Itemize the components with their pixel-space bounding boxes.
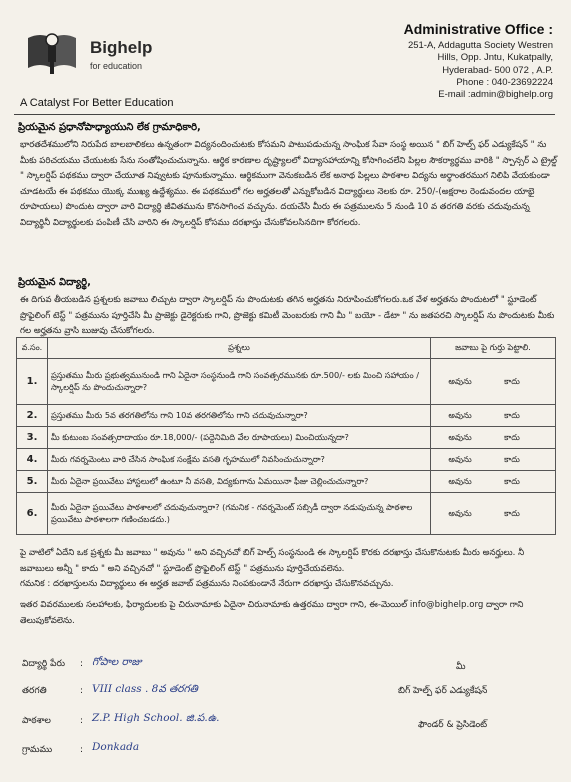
answer-yes-option[interactable]: అవును: [448, 507, 472, 518]
question-text: మీరు ఏదైనా ప్రయివేటు పాఠశాలలో చదువుచున్నారా? (గమనిక - గవర్నమెంట్ సబ్సిడీ ద్వారా నడుపుచున్న పాఠశాల ప్రయివేటు పాఠశాలగా గణించబడదు.): [48, 493, 431, 535]
colon-separator: :: [80, 745, 84, 755]
table-row: [17, 427, 556, 449]
colon-separator: :: [80, 659, 84, 669]
col-question-header: ప్రశ్నలు: [48, 338, 431, 359]
answer-no-option[interactable]: కాదు: [504, 409, 520, 420]
signature-organization: బిగ్ హెల్ప్ ఫర్ ఎడ్యుకేషన్: [398, 686, 488, 696]
answer-no-option[interactable]: కాదు: [504, 507, 520, 518]
header-divider: [14, 114, 555, 115]
answer-yes-option[interactable]: అవును: [448, 431, 472, 442]
question-text: మీ కుటుంబ సంవత్సరాదాయం రూ.18,000/- (పద్దెనిమిది వేల రూపాయలు) మించియున్నదా?: [48, 427, 431, 449]
colon-separator: :: [80, 686, 84, 696]
table-row: [17, 471, 556, 493]
signature-prefix: మీ: [456, 662, 466, 672]
signature-role: ఫౌండర్ & ప్రెసిడెంట్: [418, 720, 488, 730]
answer-no-option[interactable]: కాదు: [504, 375, 520, 386]
answer-cell: [431, 427, 556, 449]
brand-name: Bighelp: [90, 38, 153, 57]
answer-yes-option[interactable]: అవును: [448, 475, 472, 486]
answer-yes-option[interactable]: అవును: [448, 375, 472, 386]
question-text: మీరు ఏదైనా ప్రయివేటు హాస్టలులో ఉంటూ నీ వసతి, విద్యకుగాను ఏమయినా ఫీజు చెల్లించుచున్నారా?: [48, 471, 431, 493]
answer-cell: [431, 405, 556, 427]
question-text: మీరు గవర్నమెంటు వారి చేసిన సాంఘిక సంక్షేమ వసతి గృహములో నివసించుచున్నారా?: [48, 449, 431, 471]
answer-no-option[interactable]: కాదు: [504, 431, 520, 442]
answer-cell: [431, 359, 556, 405]
class-value[interactable]: VIII class . 8వ తరగతి: [92, 683, 198, 695]
office-line: 251-A, Addagutta Society Westren: [407, 40, 553, 51]
village-label: గ్రామము: [22, 745, 53, 755]
col-sn-header: వ.సం.: [17, 338, 48, 359]
village-value[interactable]: Donkada: [92, 741, 140, 753]
answer-yes-option[interactable]: అవును: [448, 409, 472, 420]
student-name-label: విద్యార్థి పేరు: [22, 659, 65, 669]
table-row: [17, 359, 556, 405]
office-line: Hills, Opp. Jntu, Kukatpally,: [437, 52, 553, 64]
table-row: [17, 405, 556, 427]
row-number: 3.: [17, 427, 48, 449]
col-answer-header: జవాబు పై గుర్తు పెట్టాలి.: [431, 338, 556, 359]
row-number: 5.: [17, 471, 48, 493]
salutation-student: ప్రియమైన విద్యార్థి,: [18, 277, 91, 288]
tagline: A Catalyst For Better Education: [20, 97, 174, 109]
office-line: Hyderabad- 500 072 , A.P.: [442, 64, 553, 76]
answer-yes-option[interactable]: అవును: [448, 453, 472, 464]
row-number: 2.: [17, 405, 48, 427]
eligibility-table: [16, 337, 556, 535]
salutation-headmaster: ప్రియమైన ప్రధానోపాధ్యాయుని లేక గ్రామాధికారి,: [18, 122, 201, 133]
note-paragraph: గమనిక : దరఖాస్తులను విద్యార్థులు ఈ అర్హత జవాబ్ పత్రమును నింపకుండానే నేరుగా దరఖాస్తు చేసుకొనవచ్చును.: [20, 579, 394, 589]
question-text: ప్రస్తుతము మీరు ప్రభుత్వమునుండి గాని ఏదైనా సంస్థనుండి గాని సంవత్సరమునకు రూ.500/- లకు మించి సహాయం / స్కాలర్షిప్ ను పొందుచున్నారా?: [48, 359, 431, 405]
row-number: 4.: [17, 449, 48, 471]
table-header-row: [17, 338, 556, 359]
office-title: Administrative Office :: [403, 21, 553, 37]
answer-cell: [431, 449, 556, 471]
answer-cell: [431, 471, 556, 493]
bighelp-logo-icon: [26, 28, 78, 76]
question-text: ప్రస్తుతము మీరు 5వ తరగతిలోను గాని 10వ తరగతిలోను గాని చదువుచున్నారా?: [48, 405, 431, 427]
school-value[interactable]: Z.P. High School. జి.ప.ఉ.: [92, 712, 220, 724]
school-label: పాఠశాల: [22, 716, 51, 726]
student-name-value[interactable]: గోపాల రాజు: [92, 656, 142, 668]
result-paragraph: పై వాటిలో ఏదేని ఒక ప్రశ్నకు మీ జవాబు " అవును " అని వచ్చినచో బిగ్ హెల్ప్ సంస్థనుండి ఈ స్కాలర్షిప్ కొరకు దరఖాస్తు చేసుకొనుటకు మీరు అనర్హులు. నీ జవాబులు అన్నీ " కాదు " అని వచ్చినచో " స్టూడెంట్ ప్రొఫైలింగ్ టెస్ట్ " పత్రమును పూర్తిచేయవలెను.: [20, 548, 525, 574]
row-number: 6.: [17, 493, 48, 535]
office-address-block: [353, 20, 553, 101]
contact-paragraph: ఇతర వివరములకు సలహాలకు, ఫిర్యాదులకు పై చిరునామాకు ఏదైనా చిరునామాకు ఉత్తరము ద్వారా గాని, ఈ-మెయిల్ info@bighelp.org ద్వారా గాని తెలుపుకోవలెను.: [20, 600, 524, 626]
student-paragraph: ఈ దిగువ తీయబడిన ప్రశ్నలకు జవాబు లిచ్చుట ద్వారా స్కాలర్షిప్ ను పొందుటకు తగిన అర్హతను నిరూపించుకోగలరు.ఒక వేళ అర్హతను పొందుటలో " స్టూడెంట్ ప్రొఫైలింగ్ టెస్ట్ " పత్రమును పూర్తిచేసి మీ ప్రాజెక్టు డైరెక్టరుకు గాని, ప్రొజెక్టు కమిటీ మెంబరుకు గాని మీ " బయో - డేటా " ను జతపరచి స్కాలర్షిప్ ను పొందుటకు మీకు గల అర్హతను వ్రాసి బుజువు చేసుకోగలరు.: [20, 295, 555, 336]
office-email: E-mail :admin@bighelp.org: [438, 89, 553, 101]
table-row: [17, 493, 556, 535]
class-label: తరగతి: [22, 686, 47, 696]
answer-cell: [431, 493, 556, 535]
answer-no-option[interactable]: కాదు: [504, 475, 520, 486]
brand-subtitle: for education: [90, 61, 143, 71]
row-number: 1.: [17, 359, 48, 405]
intro-paragraph: భారతదేశములోని నిరుపేద బాలబాలికలు ఉన్నతంగా విద్యనందించుటకు కోసమని పాటుపడుచున్న సాంఘిక సేవా సంస్థ అయిన " బిగ్ హెల్ప్ ఫర్ ఎడ్యుకేషన్ " ను మీకు పరిచయము చేయుటకు సేను సంతోషించుచున్నాను. ఆర్థిక కారణాల దృష్ట్యాలలో విద్యాసహాయాన్ని కోసాగించలేని పిల్లల సౌకర్యార్థము వారికి " స్పాన్సర్ ఎ ట్రైల్డ్ " స్కాలర్షిప్ పథకము ద్వారా చేయూత నివ్వుటకు పూనుకున్నాము. ఆర్థికముగా వెనుకబడిన లేక అనాథ పిల్లలు పాఠశాల విద్యను అర్థాంతరముగ నిలిపి వేయకుండా చూడటయే ఈ పథకము యొక్క ముఖ్య ఉద్దేశ్యము. ఈ పథకములో గల అర్హతలతో ఎన్నుకోబడిన విద్యార్థులు నెలకు రూ. 250/-(అక్షరాల రెండువందల యాభై రూపాయలు) పొందుట ద్వారా వారి విద్యార్థి జీవితమును కొనసాగించ వచ్చును. దయచేసి మీరు ఈ పత్రములను 5 నుండి 10 వ తరగతి వరకు చదువుచున్న విద్యార్థినీ విద్యార్థులకు పంపిణీ చేసి వారిని ఈ స్కాలర్షిప్ కోసము దరఖాస్తు చేసుకోవలసినదిగా కోరగలరు.: [20, 140, 557, 228]
colon-separator: :: [80, 716, 84, 726]
table-row: [17, 449, 556, 471]
office-phone: Phone : 040-23692224: [456, 76, 553, 88]
answer-no-option[interactable]: కాదు: [504, 453, 520, 464]
